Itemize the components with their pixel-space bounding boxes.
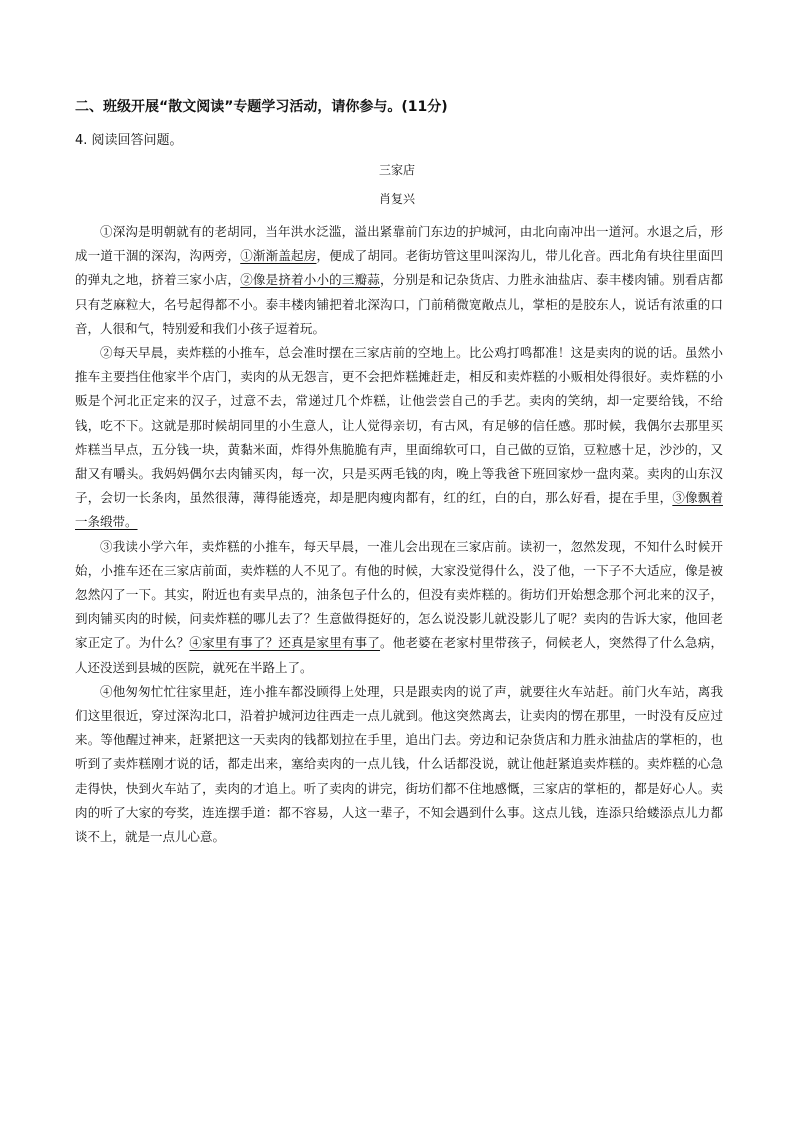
paragraph-4: [75, 680, 723, 849]
article-author: 肖复兴: [378, 192, 415, 206]
paragraph-1: [75, 220, 723, 341]
paragraph-1-text: ，分别是和记杂货店、力胜永油盐店、泰丰楼肉铺。别看店都只有芝麻粒大，名号起得都不小。泰丰楼肉铺把着北深沟口，门前稍微宽敞点儿，掌柜的是胶东人，说话有浓重的口音，人很和气，特别爱和我们小孩子逗着玩。: [75, 272, 723, 336]
question-label: 4. 阅读回答问题。: [75, 133, 183, 148]
paragraph-2-text: ②每天早晨，卖炸糕的小推车，总会准时摆在三家店前的空地上。比公鸡打鸣都准！这是卖肉的说的话。虽然小推车主要挡住他家半个店门，卖肉的从无怨言，更不会把炸糕摊赶走，相反和卖炸糕的小贩相处得很好。卖炸糕的小贩是个河北正定来的汉子，过意不去，常递过几个炸糕，让他尝尝自己的手艺。卖肉的笑纳，却一定要给钱，不给钱，吃不下。这就是那时候胡同里的小生意人，让人觉得亲切，有古风，有足够的信任感。那时候，我偶尔去那里买炸糕当早点，五分钱一块，黄黏米面，炸得外焦脆脆有声，里面绵软可口，自己做的豆馅，豆粒感十足，沙沙的，又甜又有嚼头。我妈妈偶尔去肉铺买肉，每一次，只是买两毛钱的肉，晚上等我爸下班回家炒一盘肉菜。卖肉的山东汉子，会切一长条肉，虽然很薄，薄得能透亮，却是肥肉瘦肉都有，红的红，白的白，那么好看，提在手里，: [75, 345, 723, 506]
underlined-phrase-4: ④家里有事了？还真是家里有事了: [189, 635, 381, 651]
paragraph-3-text: 。他老婆在老家村里带孩子，伺候老人，突然得了什么急病，人还没送到县城的医院，就死在半路上了。: [75, 635, 723, 675]
paragraph-2: [75, 341, 723, 535]
underlined-phrase-1: ①渐渐盖起房: [240, 248, 317, 264]
paragraph-1-text: ，便成了胡同。老街坊管这里叫深沟儿，带儿化音。西北角有块往里面凹的弹丸之地，挤着三家小店，: [75, 248, 723, 288]
article-title: 三家店: [378, 163, 415, 177]
section-title: 二、班级开展“散文阅读”专题学习活动，请你参与。(11分): [75, 99, 448, 115]
paragraph-4-text: ④他匆匆忙忙往家里赶，连小推车都没顾得上处理，只是跟卖肉的说了声，就要往火车站赶。前门火车站，离我们这里很近，穿过深沟北口，沿着护城河边往西走一点儿就到。他这突然离去，让卖肉的愣在那里，一时没有反应过来。等他醒过神来，赶紧把这一天卖肉的钱都划拉在手里，追出门去。旁边和记杂货店和力胜永油盐店的掌柜的，也听到了卖炸糕刚才说的话，都走出来，塞给卖肉的一点儿钱，什么话都没说，就让他赶紧追卖炸糕的。卖炸糕的心急走得快，快到火车站了，卖肉的才追上。听了卖肉的讲完，街坊们都不住地感慨，三家店的掌柜的，都是好心人。卖肉的听了大家的夸奖，连连摆手道：都不容易，人这一辈子，不知会遇到什么事。这点儿钱，连添只给蝼添点儿力都谈不上，就是一点儿心意。: [75, 683, 723, 845]
article-body: [75, 220, 723, 849]
underlined-phrase-3: ③像飘着一条缎带。: [75, 490, 723, 530]
paragraph-1-text: ①深沟是明朝就有的老胡同，当年洪水泛滥，溢出紧靠前门东边的护城河，由北向南冲出一道河。水退之后，形成一道干涸的深沟，沟两旁，: [75, 224, 723, 264]
underlined-phrase-2: ②像是挤着小小的三瓣蒜: [240, 272, 381, 288]
paragraph-3: [75, 535, 723, 680]
paragraph-3-text: ③我读小学六年，卖炸糕的小推车，每天早晨，一准儿会出现在三家店前。读初一，忽然发现，不知什么时候开始，小推车还在三家店前面，卖炸糕的人不见了。有他的时候，大家没觉得什么，没了他，一下子不大适应，像是被忽然闪了一下。其实，附近也有卖早点的，油条包子什么的，但没有卖炸糕的。街坊们开始想念那个河北来的汉子，到肉铺买肉的时候，问卖炸糕的哪儿去了？生意做得挺好的，怎么说没影儿就没影儿了呢？卖肉的告诉大家，他回老家正定了。为什么？: [75, 538, 723, 651]
